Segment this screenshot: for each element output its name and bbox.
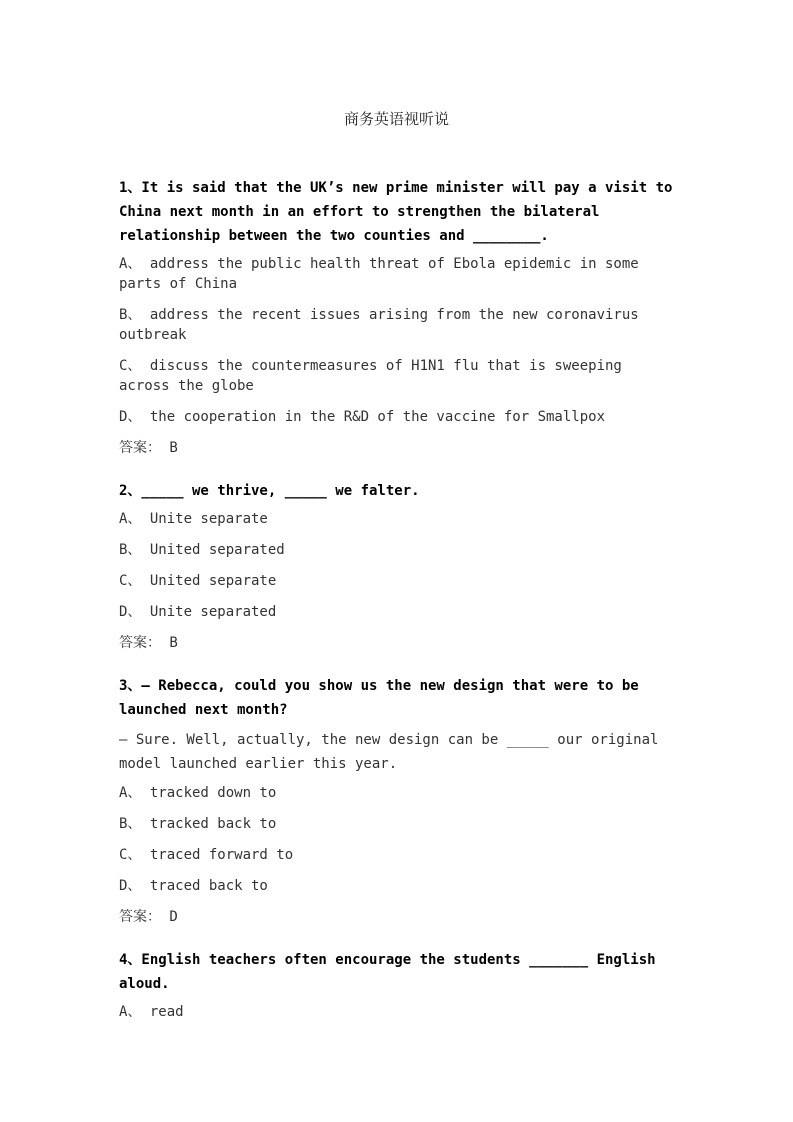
question-text: 4、English teachers often encourage the students _______ English aloud. — [119, 952, 656, 992]
question-text: 2、_____ we thrive, _____ we falter. — [119, 483, 420, 499]
question-3 — [119, 674, 679, 927]
option-b: B、 address the recent issues arising from the new coronavirus outbreak — [119, 307, 639, 343]
answer-text: 答案： B — [119, 635, 178, 651]
option-b: B、 United separated — [119, 542, 285, 558]
question-1 — [119, 176, 679, 458]
option-a: A、 read — [119, 1004, 184, 1020]
question-dialogue-line: — Sure. Well, actually, the new design can be _____ our original model launched earlier this year. — [119, 732, 659, 772]
option-d: D、 traced back to — [119, 878, 268, 894]
option-d: D、 Unite separated — [119, 604, 277, 620]
document-title: 商务英语视听说 — [343, 110, 449, 128]
option-c: C、 traced forward to — [119, 847, 294, 863]
question-text: 1、It is said that the UK’s new prime minister will pay a visit to China next month in an effort to strengthen the bilateral relationship between the two counties and ________. — [119, 180, 673, 244]
question-2 — [119, 479, 679, 653]
question-4 — [119, 948, 679, 1022]
option-c: C、 United separate — [119, 573, 277, 589]
option-a: A、 Unite separate — [119, 511, 268, 527]
question-text: 3、— Rebecca, could you show us the new design that were to be launched next month? — [119, 678, 639, 718]
option-a: A、 tracked down to — [119, 785, 277, 801]
answer-text: 答案： B — [119, 440, 178, 456]
answer-text: 答案： D — [119, 909, 178, 925]
option-c: C、 discuss the countermeasures of H1N1 flu that is sweeping across the globe — [119, 358, 622, 394]
option-d: D、 the cooperation in the R&D of the vaccine for Smallpox — [119, 409, 606, 425]
question-list — [119, 176, 679, 1033]
option-b: B、 tracked back to — [119, 816, 277, 832]
option-a: A、 address the public health threat of Ebola epidemic in some parts of China — [119, 256, 639, 292]
